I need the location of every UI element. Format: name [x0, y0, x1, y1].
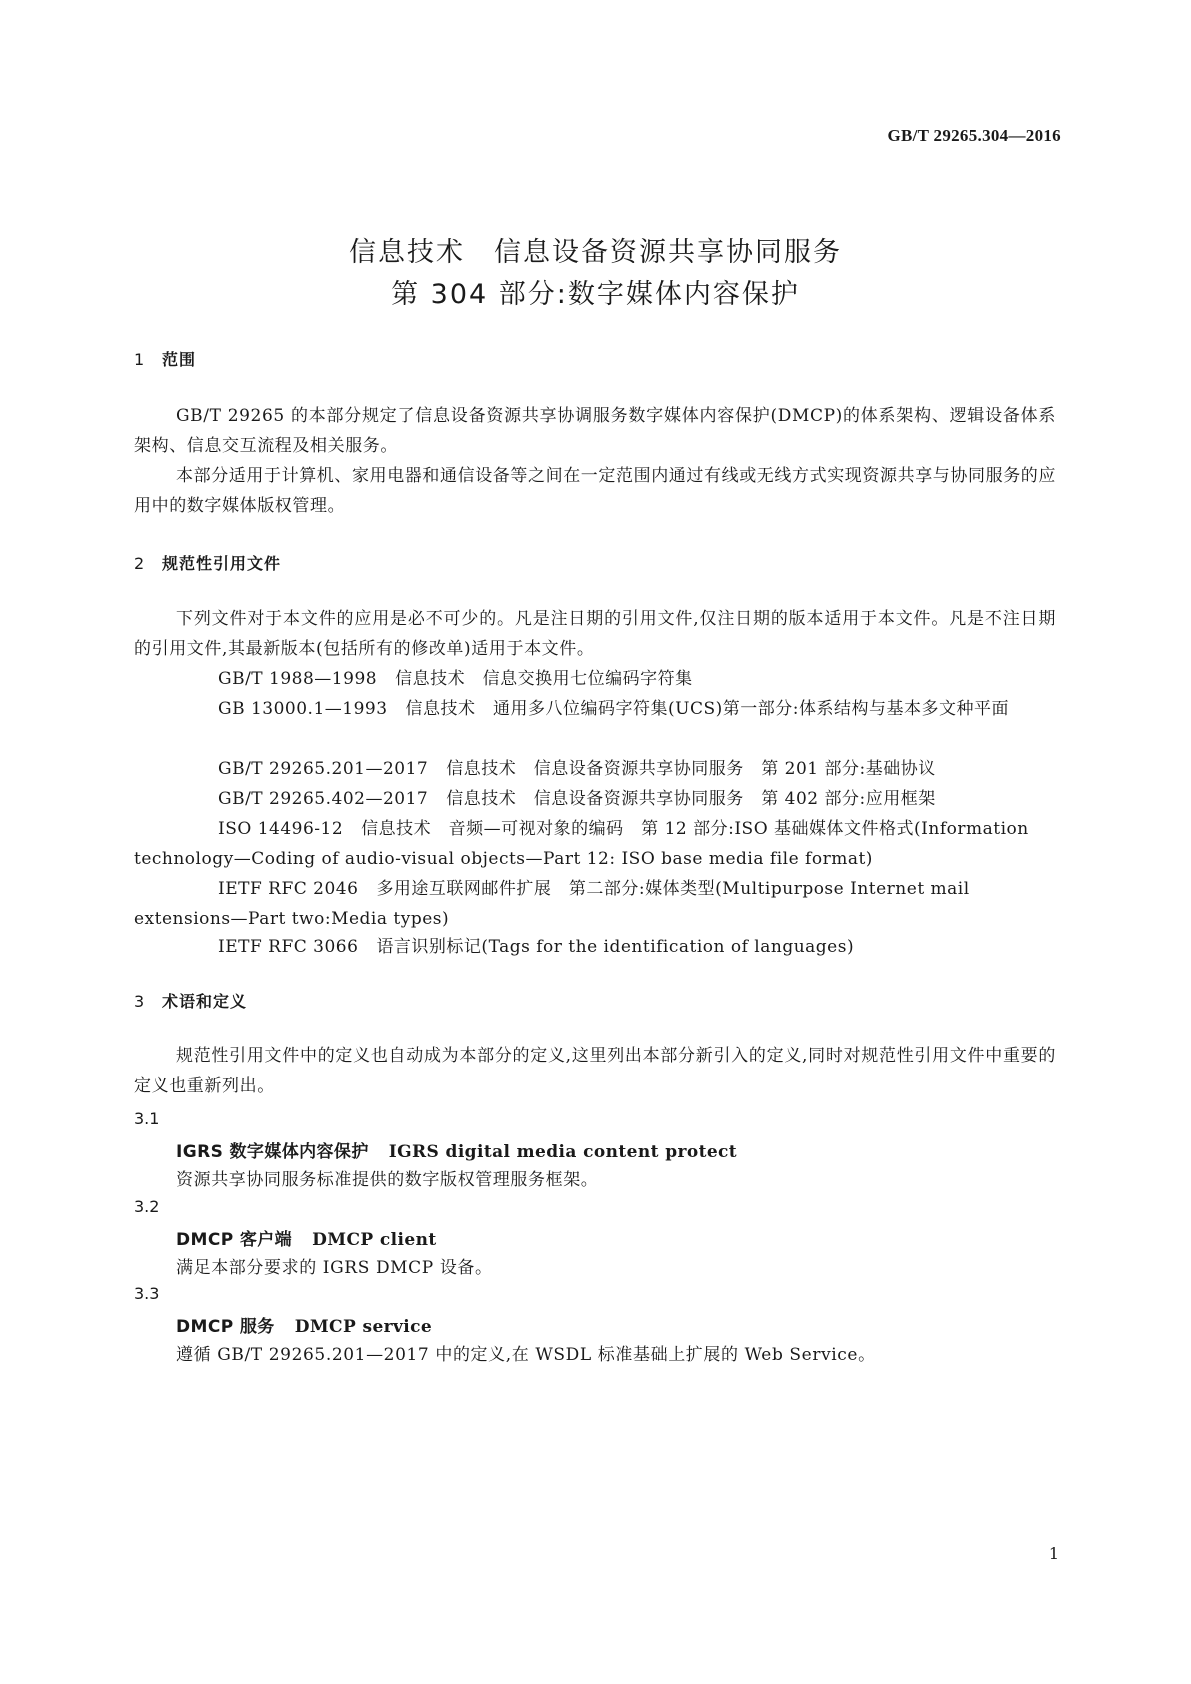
term-name-en: DMCP client	[312, 1230, 437, 1250]
reference-code: IETF RFC 3066	[218, 937, 359, 957]
document-title-line-2: 第 304 部分:数字媒体内容保护	[391, 279, 800, 310]
term-number: 3.1	[134, 1109, 160, 1128]
term-name-cn: IGRS 数字媒体内容保护	[176, 1142, 369, 1162]
term-number: 3.2	[134, 1197, 160, 1216]
section-1-heading	[134, 347, 196, 370]
section-1-paragraph-1: GB/T 29265 的本部分规定了信息设备资源共享协调服务数字媒体内容保护(DMCP)的体系架构、逻辑设备体系架构、信息交互流程及相关服务。	[134, 406, 1056, 456]
reference-item	[134, 784, 1056, 814]
section-title: 规范性引用文件	[162, 554, 282, 573]
reference-title: 多用途互联网邮件扩展 第二部分:媒体类型(Multipurpose Internet mail extensions—Part two:Media types)	[134, 879, 970, 929]
term-name	[176, 1312, 432, 1337]
term-name-en: IGRS digital media content protect	[388, 1142, 738, 1162]
term-definition: 满足本部分要求的 IGRS DMCP 设备。	[176, 1258, 493, 1278]
reference-code: GB 13000.1—1993	[218, 699, 388, 719]
term-name-cn: DMCP 客户端	[176, 1230, 293, 1250]
section-number: 2	[134, 554, 146, 573]
section-number: 1	[134, 350, 146, 369]
section-3-heading	[134, 989, 247, 1012]
page-number: 1	[1048, 1544, 1059, 1563]
term-name-cn: DMCP 服务	[176, 1317, 275, 1337]
term-definition: 资源共享协同服务标准提供的数字版权管理服务框架。	[176, 1170, 599, 1190]
reference-code: GB/T 1988—1998	[218, 669, 378, 689]
term-name-en: DMCP service	[294, 1317, 433, 1337]
term-definition: 遵循 GB/T 29265.201—2017 中的定义,在 WSDL 标准基础上扩展的 Web Service。	[176, 1345, 876, 1365]
reference-item	[134, 694, 1056, 724]
reference-item	[134, 874, 1056, 934]
term-name	[176, 1225, 437, 1250]
reference-item	[134, 664, 1056, 694]
reference-code: IETF RFC 2046	[218, 879, 359, 899]
reference-title: 语言识别标记(Tags for the identification of languages)	[376, 937, 855, 957]
section-title: 术语和定义	[162, 992, 248, 1011]
section-1-paragraph-2: 本部分适用于计算机、家用电器和通信设备等之间在一定范围内通过有线或无线方式实现资源共享与协同服务的应用中的数字媒体版权管理。	[134, 466, 1056, 516]
reference-item	[134, 932, 1056, 962]
document-title-line-1: 信息技术 信息设备资源共享协同服务	[349, 237, 842, 268]
reference-code: GB/T 29265.402—2017	[218, 789, 429, 809]
standard-code: GB/T 29265.304—2016	[887, 126, 1061, 145]
reference-title: 信息技术 信息交换用七位编码字符集	[395, 669, 693, 689]
reference-title: 信息技术 信息设备资源共享协同服务 第 402 部分:应用框架	[446, 789, 936, 809]
reference-title: 信息技术 音频—可视对象的编码 第 12 部分:ISO 基础媒体文件格式(Information technology—Coding of audio-visual objects—Part 12: ISO base media file format)	[134, 819, 1029, 869]
section-title: 范围	[162, 350, 197, 369]
section-2-intro: 下列文件对于本文件的应用是必不可少的。凡是注日期的引用文件,仅注日期的版本适用于本文件。凡是不注日期的引用文件,其最新版本(包括所有的修改单)适用于本文件。	[134, 609, 1056, 659]
term-number: 3.3	[134, 1284, 160, 1303]
section-number: 3	[134, 992, 146, 1011]
reference-title: 信息技术 信息设备资源共享协同服务 第 201 部分:基础协议	[446, 759, 936, 779]
reference-title: 信息技术 通用多八位编码字符集(UCS)第一部分:体系结构与基本多文种平面	[405, 699, 1010, 719]
term-name	[176, 1137, 737, 1162]
reference-code: ISO 14496-12	[218, 819, 344, 839]
section-2-heading	[134, 551, 281, 574]
section-3-intro: 规范性引用文件中的定义也自动成为本部分的定义,这里列出本部分新引入的定义,同时对规范性引用文件中重要的定义也重新列出。	[134, 1046, 1056, 1096]
reference-item	[134, 754, 1056, 784]
reference-item	[134, 814, 1056, 874]
reference-code: GB/T 29265.201—2017	[218, 759, 429, 779]
